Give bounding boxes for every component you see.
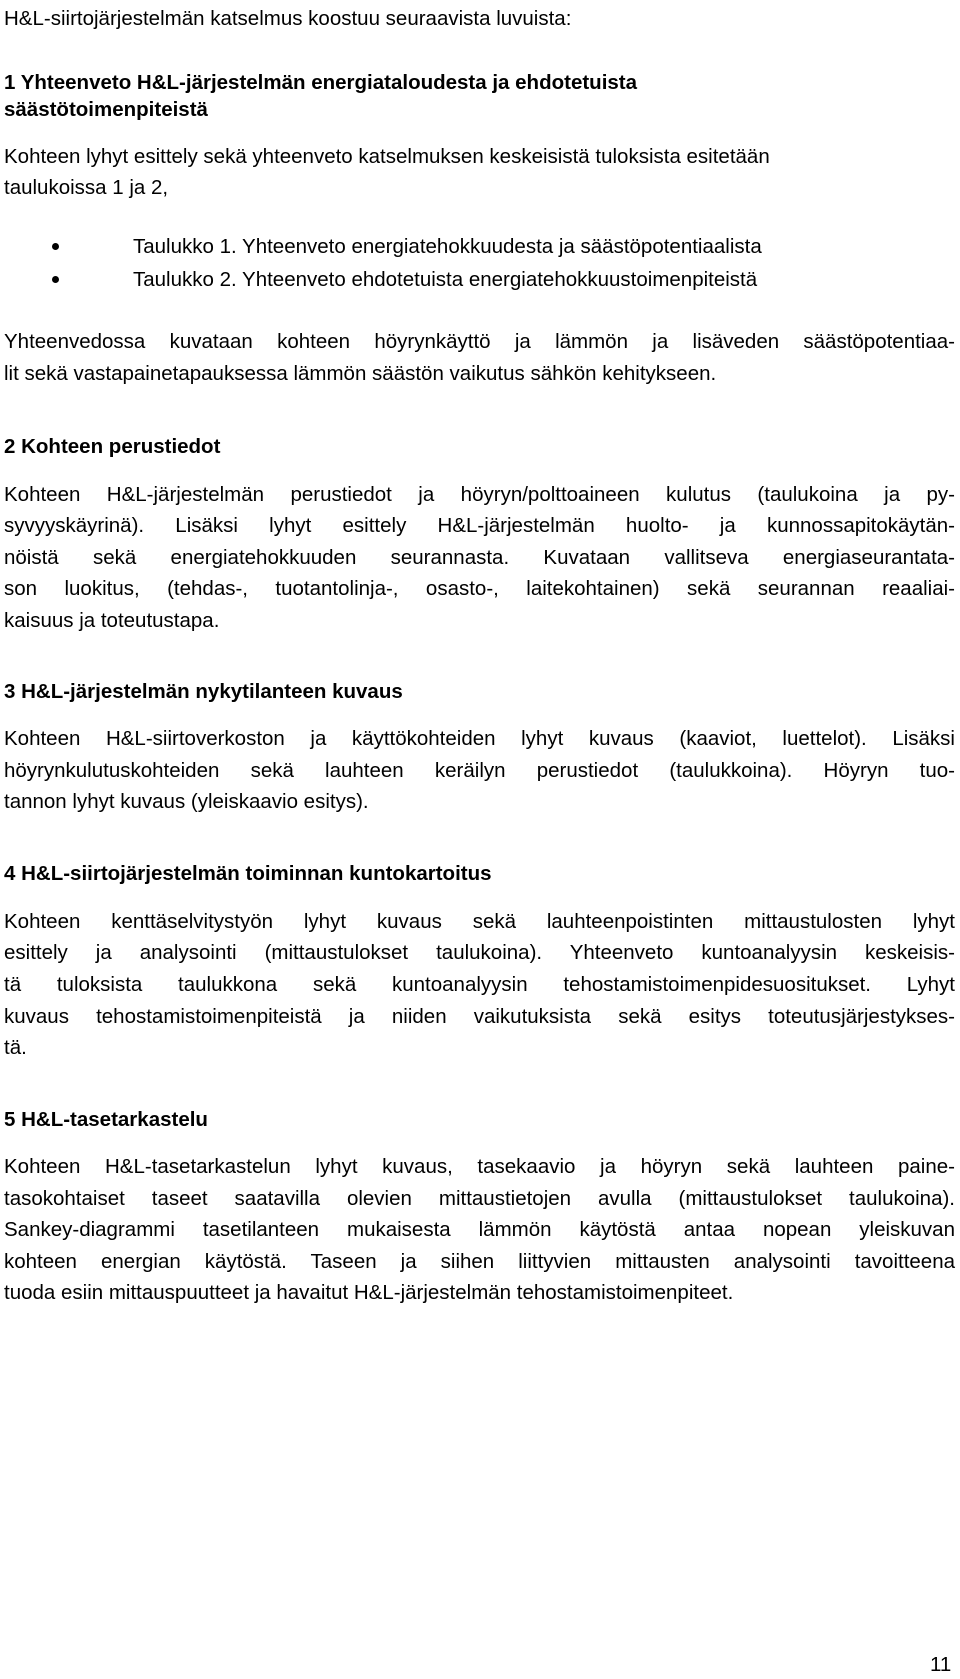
section4-paragraph-line: tä tuloksista taulukkona sekä kuntoanalyysin tehostamistoimenpidesuositukset. Lyhyt bbox=[4, 973, 955, 996]
section5-paragraph-line: kohteen energian käytöstä. Taseen ja siihen liittyvien mittausten analysointi tavoitteena bbox=[4, 1250, 955, 1273]
section1-summary-line: lit sekä vastapainetapauksessa lämmön säästön vaikutus sähkön kehitykseen. bbox=[4, 362, 717, 385]
section3-paragraph-line: tannon lyhyt kuvaus (yleiskaavio esitys). bbox=[4, 790, 369, 813]
section2-paragraph-line: syvyyskäyrinä). Lisäksi lyhyt esittely H&L-järjestelmän huolto- ja kunnossapitokäytän- bbox=[4, 514, 955, 537]
bullet-item-taulukko-1: Taulukko 1. Yhteenveto energiatehokkuudesta ja säästöpotentiaalista bbox=[133, 235, 762, 258]
bullet-icon bbox=[52, 243, 59, 250]
section2-paragraph-line: Kohteen H&L-järjestelmän perustiedot ja höyryn/polttoaineen kulutus (taulukoina ja py- bbox=[4, 483, 955, 506]
section2-paragraph-line: kaisuus ja toteutustapa. bbox=[4, 609, 220, 632]
section4-paragraph-line: esittely ja analysointi (mittaustulokset taulukoina). Yhteenveto kuntoanalyysin keskeisis- bbox=[4, 941, 955, 964]
section3-paragraph-line: höyrynkulutuskohteiden sekä lauhteen keräilyn perustiedot (taulukkoina). Höyryn tuo- bbox=[4, 759, 955, 782]
section5-paragraph-line: Kohteen H&L-tasetarkastelun lyhyt kuvaus, tasekaavio ja höyryn sekä lauhteen paine- bbox=[4, 1155, 955, 1178]
section2-paragraph-line: son luokitus, (tehdas-, tuotantolinja-, osasto-, laitekohtainen) sekä seurannan reaaliai- bbox=[4, 577, 955, 600]
section4-paragraph-line: tä. bbox=[4, 1036, 27, 1059]
section5-paragraph-line: Sankey-diagrammi tasetilanteen mukaisesta lämmön käytöstä antaa nopean yleiskuvan bbox=[4, 1218, 955, 1241]
bullet-icon bbox=[52, 276, 59, 283]
section5-paragraph-line: tuoda esiin mittauspuutteet ja havaitut H&L-järjestelmän tehostamistoimenpiteet. bbox=[4, 1281, 734, 1304]
section4-paragraph-line: Kohteen kenttäselvitystyön lyhyt kuvaus sekä lauhteenpoistinten mittaustulosten lyhyt bbox=[4, 910, 955, 933]
section5-paragraph-line: tasokohtaiset taseet saatavilla olevien mittaustietojen avulla (mittaustulokset taulukoina). bbox=[4, 1187, 955, 1210]
section2-paragraph-line: nöistä sekä energiatehokkuuden seurannasta. Kuvataan vallitseva energiaseurantata- bbox=[4, 546, 955, 569]
section1-heading-line1: 1 Yhteenveto H&L-järjestelmän energiataloudesta ja ehdotetuista bbox=[4, 71, 638, 94]
section3-heading: 3 H&L-järjestelmän nykytilanteen kuvaus bbox=[4, 680, 403, 703]
section4-heading: 4 H&L-siirtojärjestelmän toiminnan kuntokartoitus bbox=[4, 862, 492, 885]
page-number: 11 bbox=[930, 1653, 952, 1676]
intro-text: H&L-siirtojärjestelmän katselmus koostuu seuraavista luvuista: bbox=[4, 7, 572, 30]
section1-heading-line2: säästötoimenpiteistä bbox=[4, 98, 208, 121]
section1-summary-line: Yhteenvedossa kuvataan kohteen höyrynkäyttö ja lämmön ja lisäveden säästöpotentiaa- bbox=[4, 330, 955, 353]
section3-paragraph-line: Kohteen H&L-siirtoverkoston ja käyttökohteiden lyhyt kuvaus (kaaviot, luettelot). Lisäksi bbox=[4, 727, 955, 750]
section4-paragraph-line: kuvaus tehostamistoimenpiteistä ja niiden vaikutuksista sekä esitys toteutusjärjestykses- bbox=[4, 1005, 955, 1028]
bullet-item-taulukko-2: Taulukko 2. Yhteenveto ehdotetuista energiatehokkuustoimenpiteistä bbox=[133, 268, 758, 291]
section2-heading: 2 Kohteen perustiedot bbox=[4, 435, 221, 458]
section1-paragraph-line: Kohteen lyhyt esittely sekä yhteenveto katselmuksen keskeisistä tuloksista esitetään bbox=[4, 145, 770, 168]
section1-paragraph-line: taulukoissa 1 ja 2, bbox=[4, 176, 169, 199]
section5-heading: 5 H&L-tasetarkastelu bbox=[4, 1108, 208, 1131]
